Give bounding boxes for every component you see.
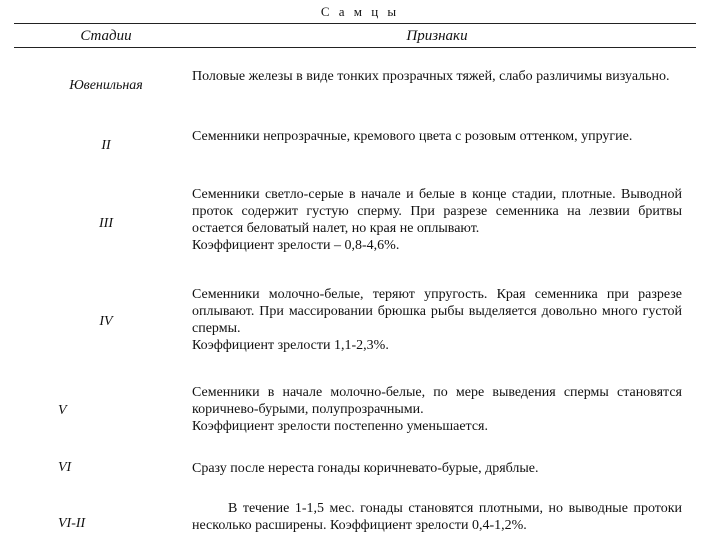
column-header-stage: Стадии — [80, 28, 132, 44]
signs-iv-maturity: Коэффициент зрелости 1,1-2,3%. — [192, 338, 389, 353]
signs-v-maturity: Коэффициент зрелости постепенно уменьшается. — [192, 419, 488, 434]
signs-iii-text: Семенники светло-серые в начале и белые в конце стадии, плотные. Выводной проток содержит густую сперму. При разрезе семенника на лезвии бритвы остается беловатый налет, но края не оплывают. — [192, 187, 682, 236]
signs-v-text: Семенники в начале молочно-белые, по мере выведения спермы становятся коричнево-бурыми, полупрозрачными. — [192, 385, 682, 417]
signs-vi-ii — [192, 500, 682, 534]
stage-vi: VI — [58, 460, 72, 475]
header-rule-right — [186, 23, 696, 24]
signs-vi-text: Сразу после нереста гонады коричневато-бурые, дряблые. — [192, 461, 539, 476]
signs-iii — [192, 186, 682, 254]
header-bottom-rule-right — [186, 47, 696, 48]
stage-v: V — [58, 403, 67, 418]
column-header-signs: Признаки — [406, 28, 468, 44]
stage-juvenile: Ювенильная — [69, 78, 143, 93]
stage-vi-ii: VI-II — [58, 516, 86, 531]
header-bottom-rule-left — [14, 47, 186, 48]
signs-ii — [192, 128, 682, 145]
signs-iv — [192, 286, 682, 354]
stage-iv: IV — [99, 314, 113, 329]
signs-juvenile — [192, 68, 682, 85]
stage-ii: II — [101, 138, 111, 153]
header-rule-left — [14, 23, 186, 24]
signs-ii-text: Семенники непрозрачные, кремового цвета с розовым оттенком, упругие. — [192, 129, 633, 144]
signs-juvenile-text: Половые железы в виде тонких прозрачных тяжей, слабо различимы визуально. — [192, 69, 670, 84]
signs-v — [192, 384, 682, 435]
stage-iii: III — [99, 216, 113, 231]
signs-vi-ii-text: В течение 1-1,5 мес. гонады становятся плотными, но выводные протоки несколько расширены. Коэффициент зрелости 0,4-1,2%. — [192, 501, 682, 533]
signs-vi — [192, 460, 682, 477]
table-title: С а м ц ы — [320, 4, 400, 19]
signs-iv-text: Семенники молочно-белые, теряют упругость. Края семенника при разрезе оплывают. При массировании брюшка рыбы выделяется довольно много густой спермы. — [192, 287, 682, 336]
signs-iii-maturity: Коэффициент зрелости – 0,8-4,6%. — [192, 238, 400, 253]
